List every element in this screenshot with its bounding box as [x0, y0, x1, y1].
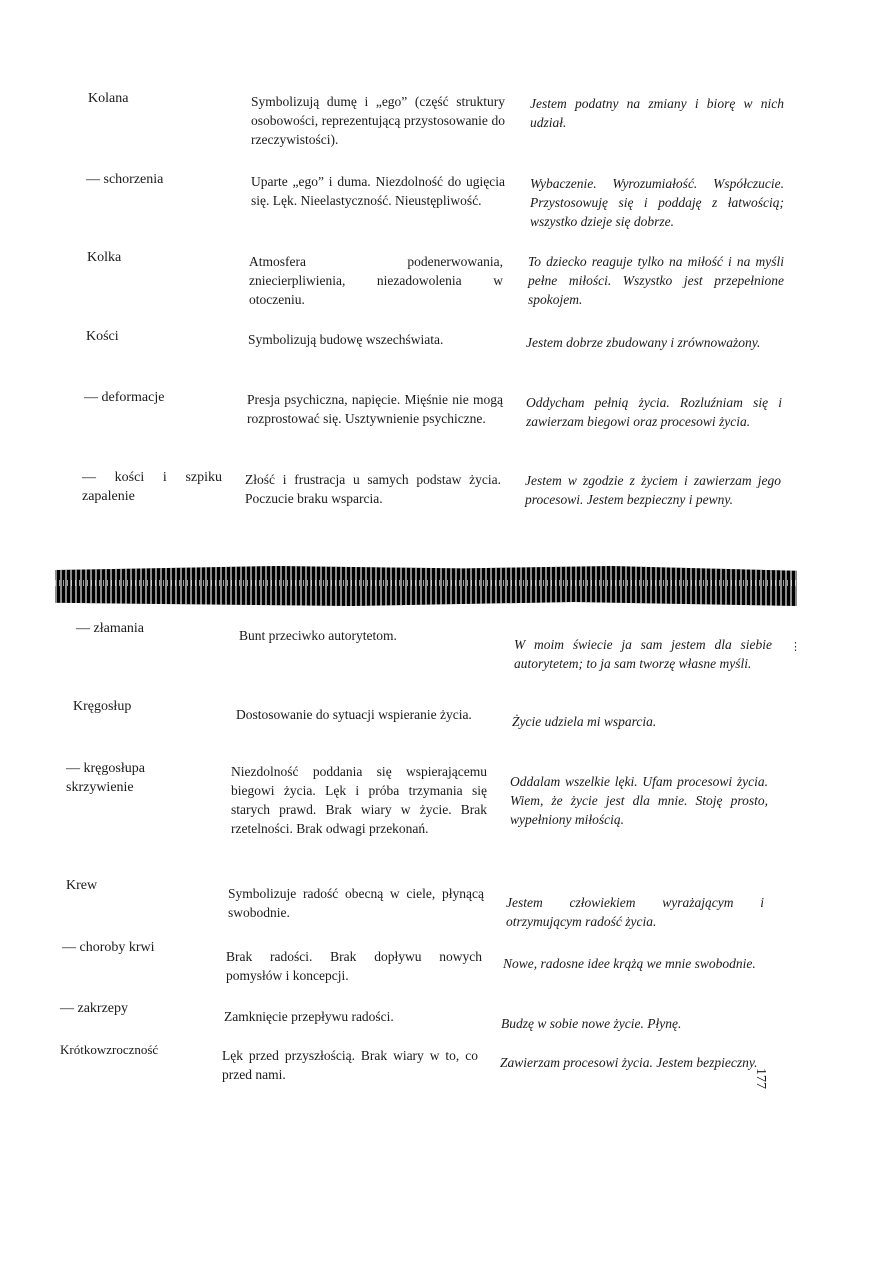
entry-description: Lęk przed przyszłością. Brak wiary w to, co przed nami. [222, 1048, 478, 1082]
entry-affirmation: Oddycham pełnią życia. Rozluźniam się i zawierzam biegowi oraz procesowi życia. [526, 395, 782, 429]
page-number: 177 [753, 1068, 768, 1089]
entry-description: Atmosfera podenerwowania, zniecierpliwienia, niezadowolenia w otoczeniu. [249, 254, 503, 307]
entry-affirmation: Nowe, radosne idee krążą we mnie swobodnie. [503, 956, 756, 971]
entry-affirmation: Budzę w sobie nowe życie. Płynę. [501, 1016, 682, 1031]
entry-affirmation: Wybaczenie. Wyrozumiałość. Współczucie. Przystosowuję się i poddaję z łatwością; wszystko dzieje się dobrze. [530, 176, 784, 229]
entry-description: Uparte „ego” i duma. Niezdolność do ugięcia się. Lęk. Nieelastyczność. Nieustępliwość. [251, 174, 505, 208]
entry-term: Kolana [88, 91, 129, 106]
entry-description: Symbolizują budowę wszechświata. [248, 332, 444, 347]
entry-term: — złamania [76, 621, 145, 636]
margin-mark: ⋮ [790, 641, 801, 653]
entry-description: Złość i frustracja u samych podstaw życia. Poczucie braku wsparcia. [245, 472, 501, 506]
entry-affirmation: Życie udziela mi wsparcia. [512, 714, 657, 729]
entry-description: Symbolizują dumę i „ego” (część struktury osobowości, reprezentującą przystosowanie do rzeczywistości). [251, 94, 505, 147]
entry-description: Niezdolność poddania się wspierającemu biegowi życia. Lęk i próba trzymania się starych prawd. Brak wiary w życie. Brak rzetelności. Brak odwagi przekonań. [231, 764, 487, 836]
entry-affirmation: Oddalam wszelkie lęki. Ufam procesowi życia. Wiem, że życie jest dla mnie. Stoję prosto, wypełniony miłością. [510, 774, 768, 827]
entry-description: Presja psychiczna, napięcie. Mięśnie nie mogą rozprostować się. Usztywnienie psychiczne. [247, 392, 503, 426]
entry-term: — kości i szpiku zapalenie [82, 470, 222, 504]
scan-artifact-band [55, 566, 797, 606]
entry-description: Symbolizuje radość obecną w ciele, płynącą swobodnie. [228, 886, 484, 920]
entry-description: Dostosowanie do sytuacji wspieranie życia. [236, 707, 472, 722]
entry-term: — choroby krwi [62, 940, 155, 955]
entry-term: — zakrzepy [60, 1001, 129, 1016]
entry-term: — schorzenia [86, 172, 164, 187]
entry-affirmation: Zawierzam procesowi życia. Jestem bezpieczny. [500, 1055, 758, 1070]
entry-term: Kości [86, 329, 119, 344]
entry-affirmation: Jestem w zgodzie z życiem i zawierzam jego procesowi. Jestem bezpieczny i pewny. [525, 473, 781, 507]
entry-affirmation: Jestem dobrze zbudowany i zrównoważony. [526, 335, 761, 350]
entry-affirmation: Jestem podatny na zmiany i biorę w nich udział. [530, 96, 784, 130]
entry-term: — kręgosłupa skrzywienie [66, 761, 145, 795]
entry-affirmation: Jestem człowiekiem wyrażającym i otrzymującym radość życia. [506, 895, 764, 929]
entry-description: Brak radości. Brak dopływu nowych pomysłów i koncepcji. [226, 949, 482, 983]
entry-affirmation: W moim świecie ja sam jestem dla siebie autorytetem; to ja sam tworzę własne myśli. [514, 637, 772, 671]
entry-term: Krew [66, 878, 98, 893]
entry-term: Kręgosłup [73, 699, 132, 714]
entry-term: Kolka [87, 250, 122, 265]
entry-affirmation: To dziecko reaguje tylko na miłość i na myśli pełne miłości. Wszystko jest przepełnione spokojem. [528, 254, 784, 307]
entry-term: Krótkowzroczność [60, 1042, 159, 1057]
entry-term: — deformacje [84, 390, 165, 405]
entry-description: Bunt przeciwko autorytetom. [239, 628, 397, 643]
entry-description: Zamknięcie przepływu radości. [224, 1009, 394, 1024]
